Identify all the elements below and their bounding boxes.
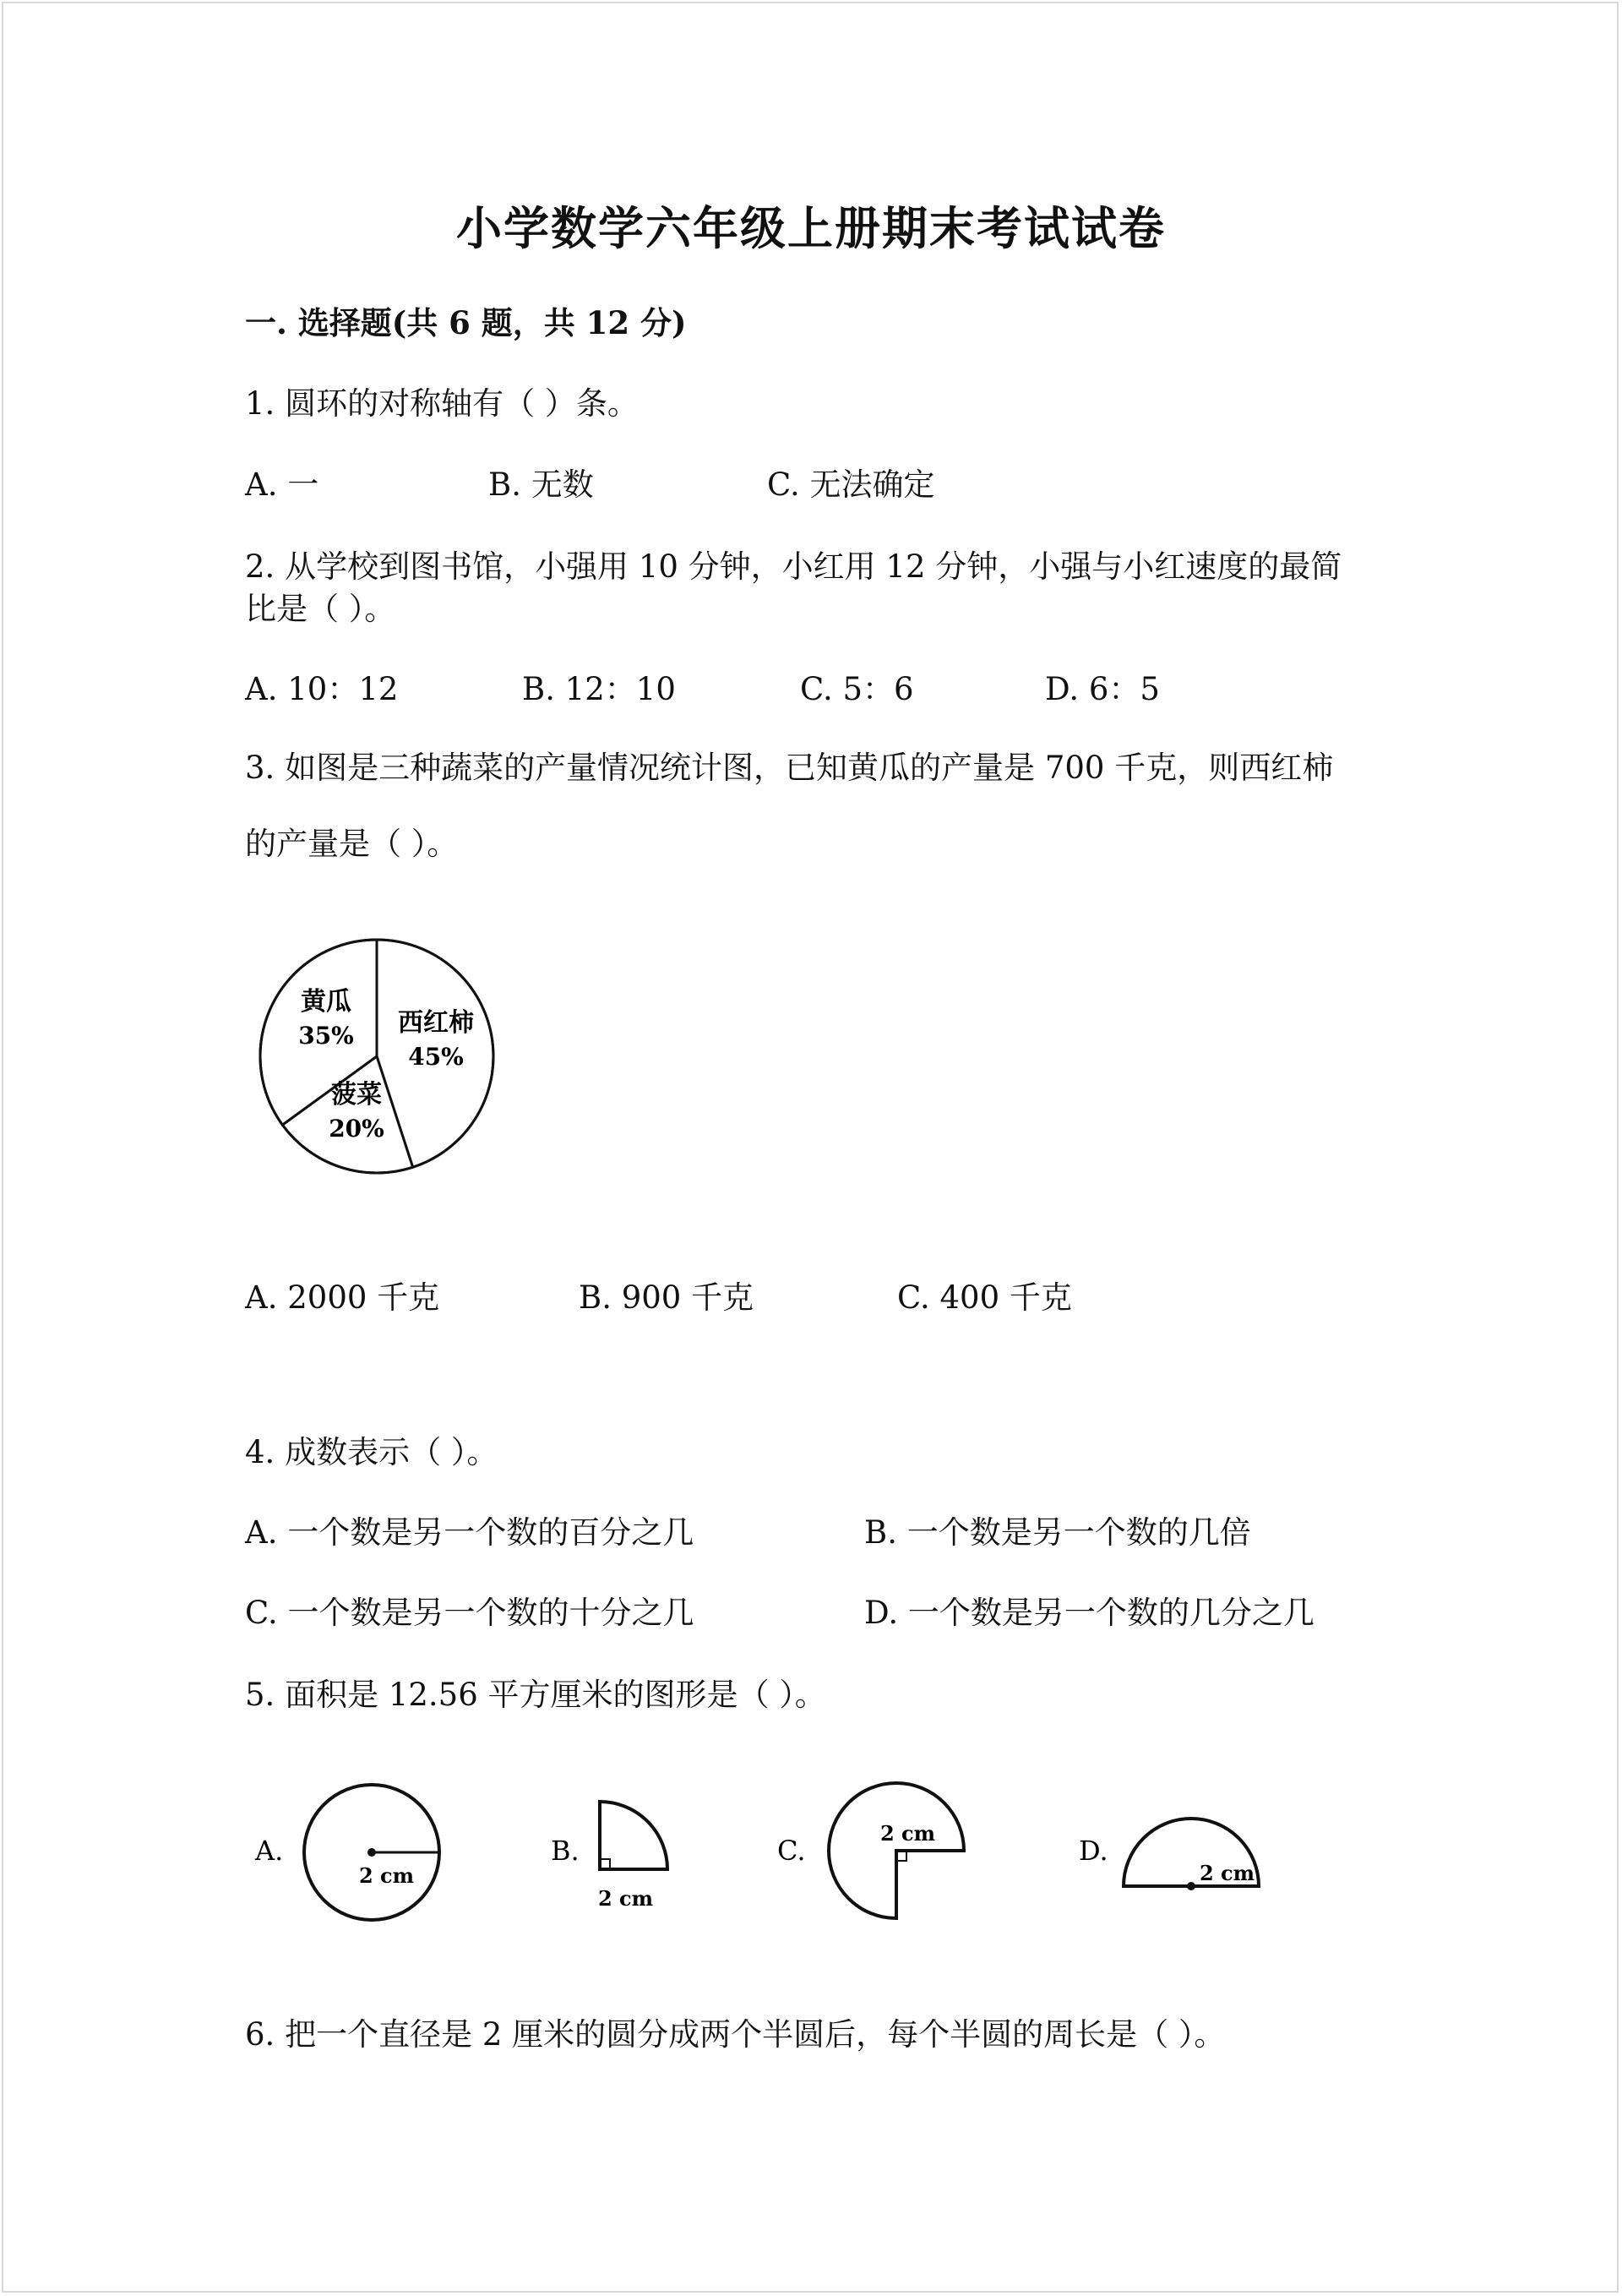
page-title: 小学数学六年级上册期末考试试卷 <box>456 201 1166 255</box>
q3-option-c[interactable]: C. 400 千克 <box>897 1279 1072 1316</box>
shape-d-measure: 2 cm <box>1200 1861 1255 1885</box>
q4-option-b[interactable]: B. 一个数是另一个数的几倍 <box>864 1514 1251 1551</box>
shape-d-semicircle[interactable] <box>1079 1819 1259 1890</box>
pie-value-label-0: 35% <box>298 1022 354 1050</box>
q4-option-d[interactable]: D. 一个数是另一个数的几分之几 <box>864 1595 1314 1631</box>
q2-option-c[interactable]: C. 5：6 <box>800 671 914 707</box>
question-5: 5. 面积是 12.56 平方厘米的图形是（ ）。 <box>245 1677 826 1713</box>
shape-d-label: D. <box>1079 1835 1108 1867</box>
question-6: 6. 把一个直径是 2 厘米的圆分成两个半圆后，每个半圆的周长是（ ）。 <box>245 2016 1226 2053</box>
question-4: 4. 成数表示（ ）。 <box>245 1434 498 1470</box>
q2-option-d[interactable]: D. 6：5 <box>1045 671 1160 707</box>
question-3-line-2: 的产量是（ ）。 <box>245 826 459 862</box>
q3-option-b[interactable]: B. 900 千克 <box>579 1279 754 1316</box>
shape-c-label: C. <box>777 1835 806 1867</box>
q2-option-a[interactable]: A. 10：12 <box>245 671 399 707</box>
shape-b-measure: 2 cm <box>598 1886 654 1911</box>
section-heading: 一. 选择题(共 6 题，共 12 分) <box>245 304 687 341</box>
pie-label-0: 黄瓜 <box>301 987 351 1017</box>
q3-option-a[interactable]: A. 2000 千克 <box>245 1279 440 1316</box>
q1-option-c[interactable]: C. 无法确定 <box>767 466 935 503</box>
question-1: 1. 圆环的对称轴有（ ）条。 <box>245 385 639 422</box>
vegetable-pie-chart <box>245 930 515 1183</box>
q4-option-c[interactable]: C. 一个数是另一个数的十分之几 <box>245 1595 694 1631</box>
shapes-figure <box>245 1775 1293 1927</box>
pie-label-2: 菠菜 <box>331 1080 382 1110</box>
shape-c-three-quarter-circle[interactable] <box>777 1783 964 1918</box>
shape-a-label: A. <box>255 1835 284 1867</box>
q2-option-b[interactable]: B. 12：10 <box>522 671 676 707</box>
shape-a-measure: 2 cm <box>359 1863 415 1888</box>
center-dot <box>1187 1882 1195 1890</box>
question-2-line-1: 2. 从学校到图书馆，小强用 10 分钟，小红用 12 分钟，小强与小红速度的最简 <box>245 548 1342 585</box>
pie-value-label-2: 20% <box>329 1115 384 1143</box>
question-3-line-1: 3. 如图是三种蔬菜的产量情况统计图，已知黄瓜的产量是 700 千克，则西红柿 <box>245 750 1334 786</box>
pie-value-label-1: 45% <box>408 1043 464 1071</box>
pie-label-1: 西红柿 <box>398 1008 474 1038</box>
center-dot <box>367 1848 376 1857</box>
q1-option-a[interactable]: A. 一 <box>245 466 319 503</box>
shape-b-quarter-circle[interactable] <box>551 1802 667 1911</box>
q4-option-a[interactable]: A. 一个数是另一个数的百分之几 <box>245 1514 694 1551</box>
question-2-line-2: 比是（ ）。 <box>245 591 396 627</box>
shape-b-label: B. <box>551 1835 580 1867</box>
shape-c-measure: 2 cm <box>880 1821 936 1846</box>
q1-option-b[interactable]: B. 无数 <box>488 466 594 503</box>
shape-a-circle[interactable] <box>254 1785 439 1920</box>
